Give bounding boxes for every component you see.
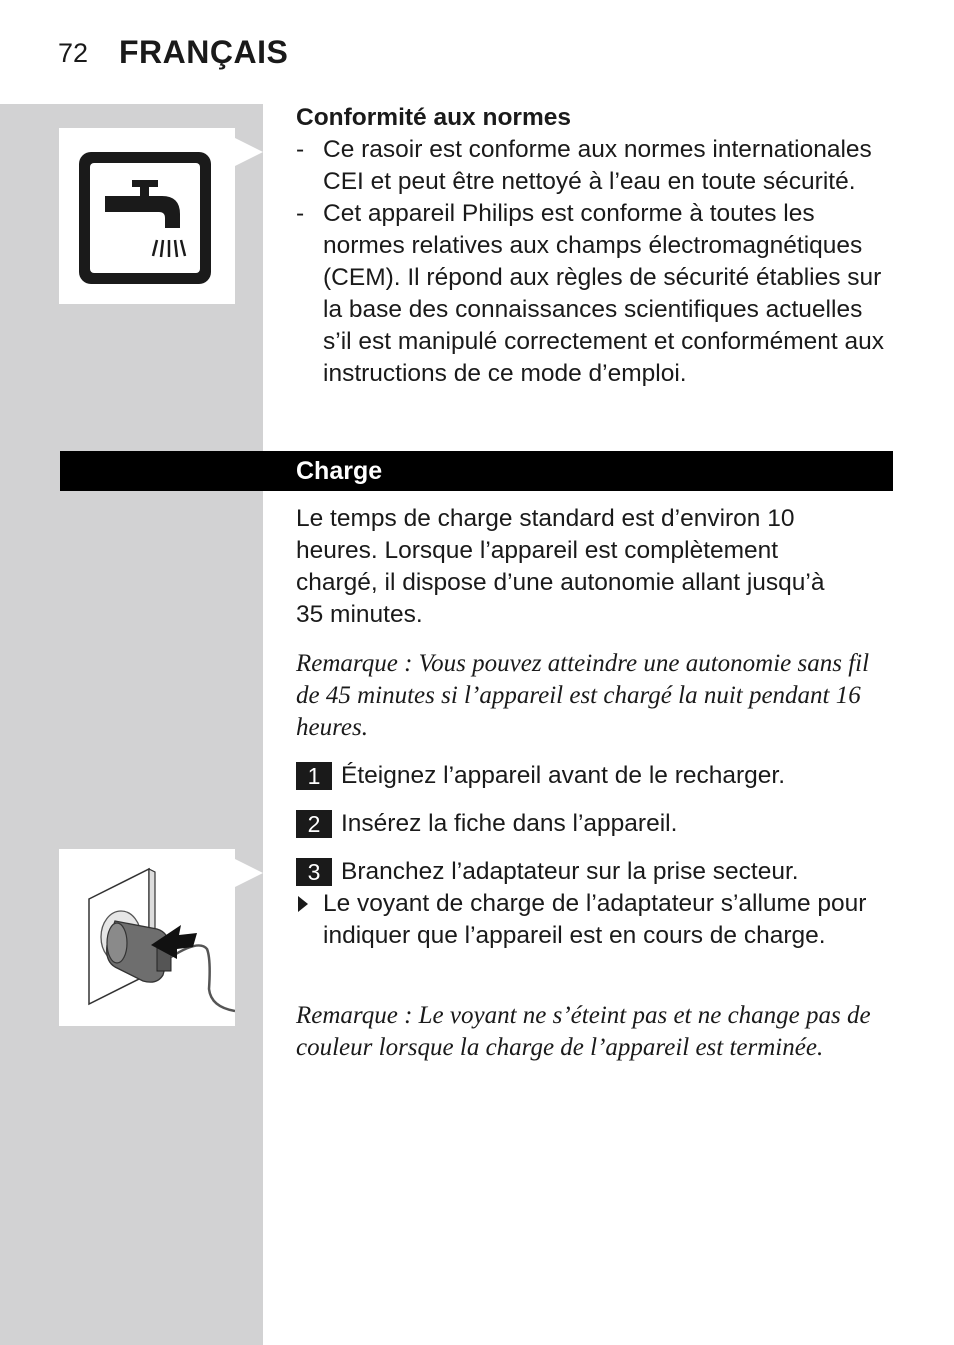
charge-note-2: Remarque : Le voyant ne s’éteint pas et ne change pas de couleur lorsque la charge de l’appareil est terminée. xyxy=(296,1002,871,1061)
step-2 xyxy=(296,808,896,840)
figure-pointer xyxy=(235,859,263,887)
plug-socket-icon xyxy=(59,849,235,1026)
step-number: 3 xyxy=(296,858,332,886)
charge-heading: Charge xyxy=(296,457,383,485)
step-number: 1 xyxy=(296,762,332,790)
figure-pointer xyxy=(235,138,263,166)
conformity-list xyxy=(296,134,896,390)
conformity-section xyxy=(296,102,896,390)
washable-figure xyxy=(59,128,235,304)
plug-figure xyxy=(59,849,235,1026)
list-item-text: Ce rasoir est conforme aux normes internationales CEI et peut être nettoyé à l’eau en toute sécurité. xyxy=(323,136,872,195)
step-result xyxy=(296,888,883,952)
list-item xyxy=(296,134,896,198)
step-1 xyxy=(296,760,896,792)
page-number: 72 xyxy=(58,38,89,68)
conformity-heading: Conformité aux normes xyxy=(296,104,571,131)
section-bar xyxy=(60,451,893,491)
dash-bullet: - xyxy=(296,136,305,163)
step-text: Branchez l’adaptateur sur la prise secteur. xyxy=(341,858,799,885)
washable-tap-icon xyxy=(59,128,235,304)
list-item xyxy=(296,198,896,390)
dash-bullet: - xyxy=(296,200,305,227)
result-text: Le voyant de charge de l’adaptateur s’allume pour indiquer que l’appareil est en cours de charge. xyxy=(323,890,867,949)
charge-note-1: Remarque : Vous pouvez atteindre une autonomie sans fil de 45 minutes si l’appareil est chargé la nuit pendant 16 heures. xyxy=(296,650,870,741)
step-text: Insérez la fiche dans l’appareil. xyxy=(341,810,678,837)
page-title: FRANÇAIS xyxy=(119,34,289,70)
step-3 xyxy=(296,856,896,888)
charge-intro: Le temps de charge standard est d’environ 10 heures. Lorsque l’appareil est complètement chargé, il dispose d’une autonomie allant jusqu’à 35 minutes. xyxy=(296,505,825,628)
step-text: Éteignez l’appareil avant de le recharger. xyxy=(341,762,786,789)
step-number: 2 xyxy=(296,810,332,838)
result-arrow-icon xyxy=(298,896,308,912)
list-item-text: Cet appareil Philips est conforme à toutes les normes relatives aux champs électromagnétiques (CEM). Il répond aux règles de sécurité établies sur la base des connaissances scientifiques actuelles s’il est manipulé correctement et conformément aux instructions de ce mode d’emploi. xyxy=(323,200,885,387)
